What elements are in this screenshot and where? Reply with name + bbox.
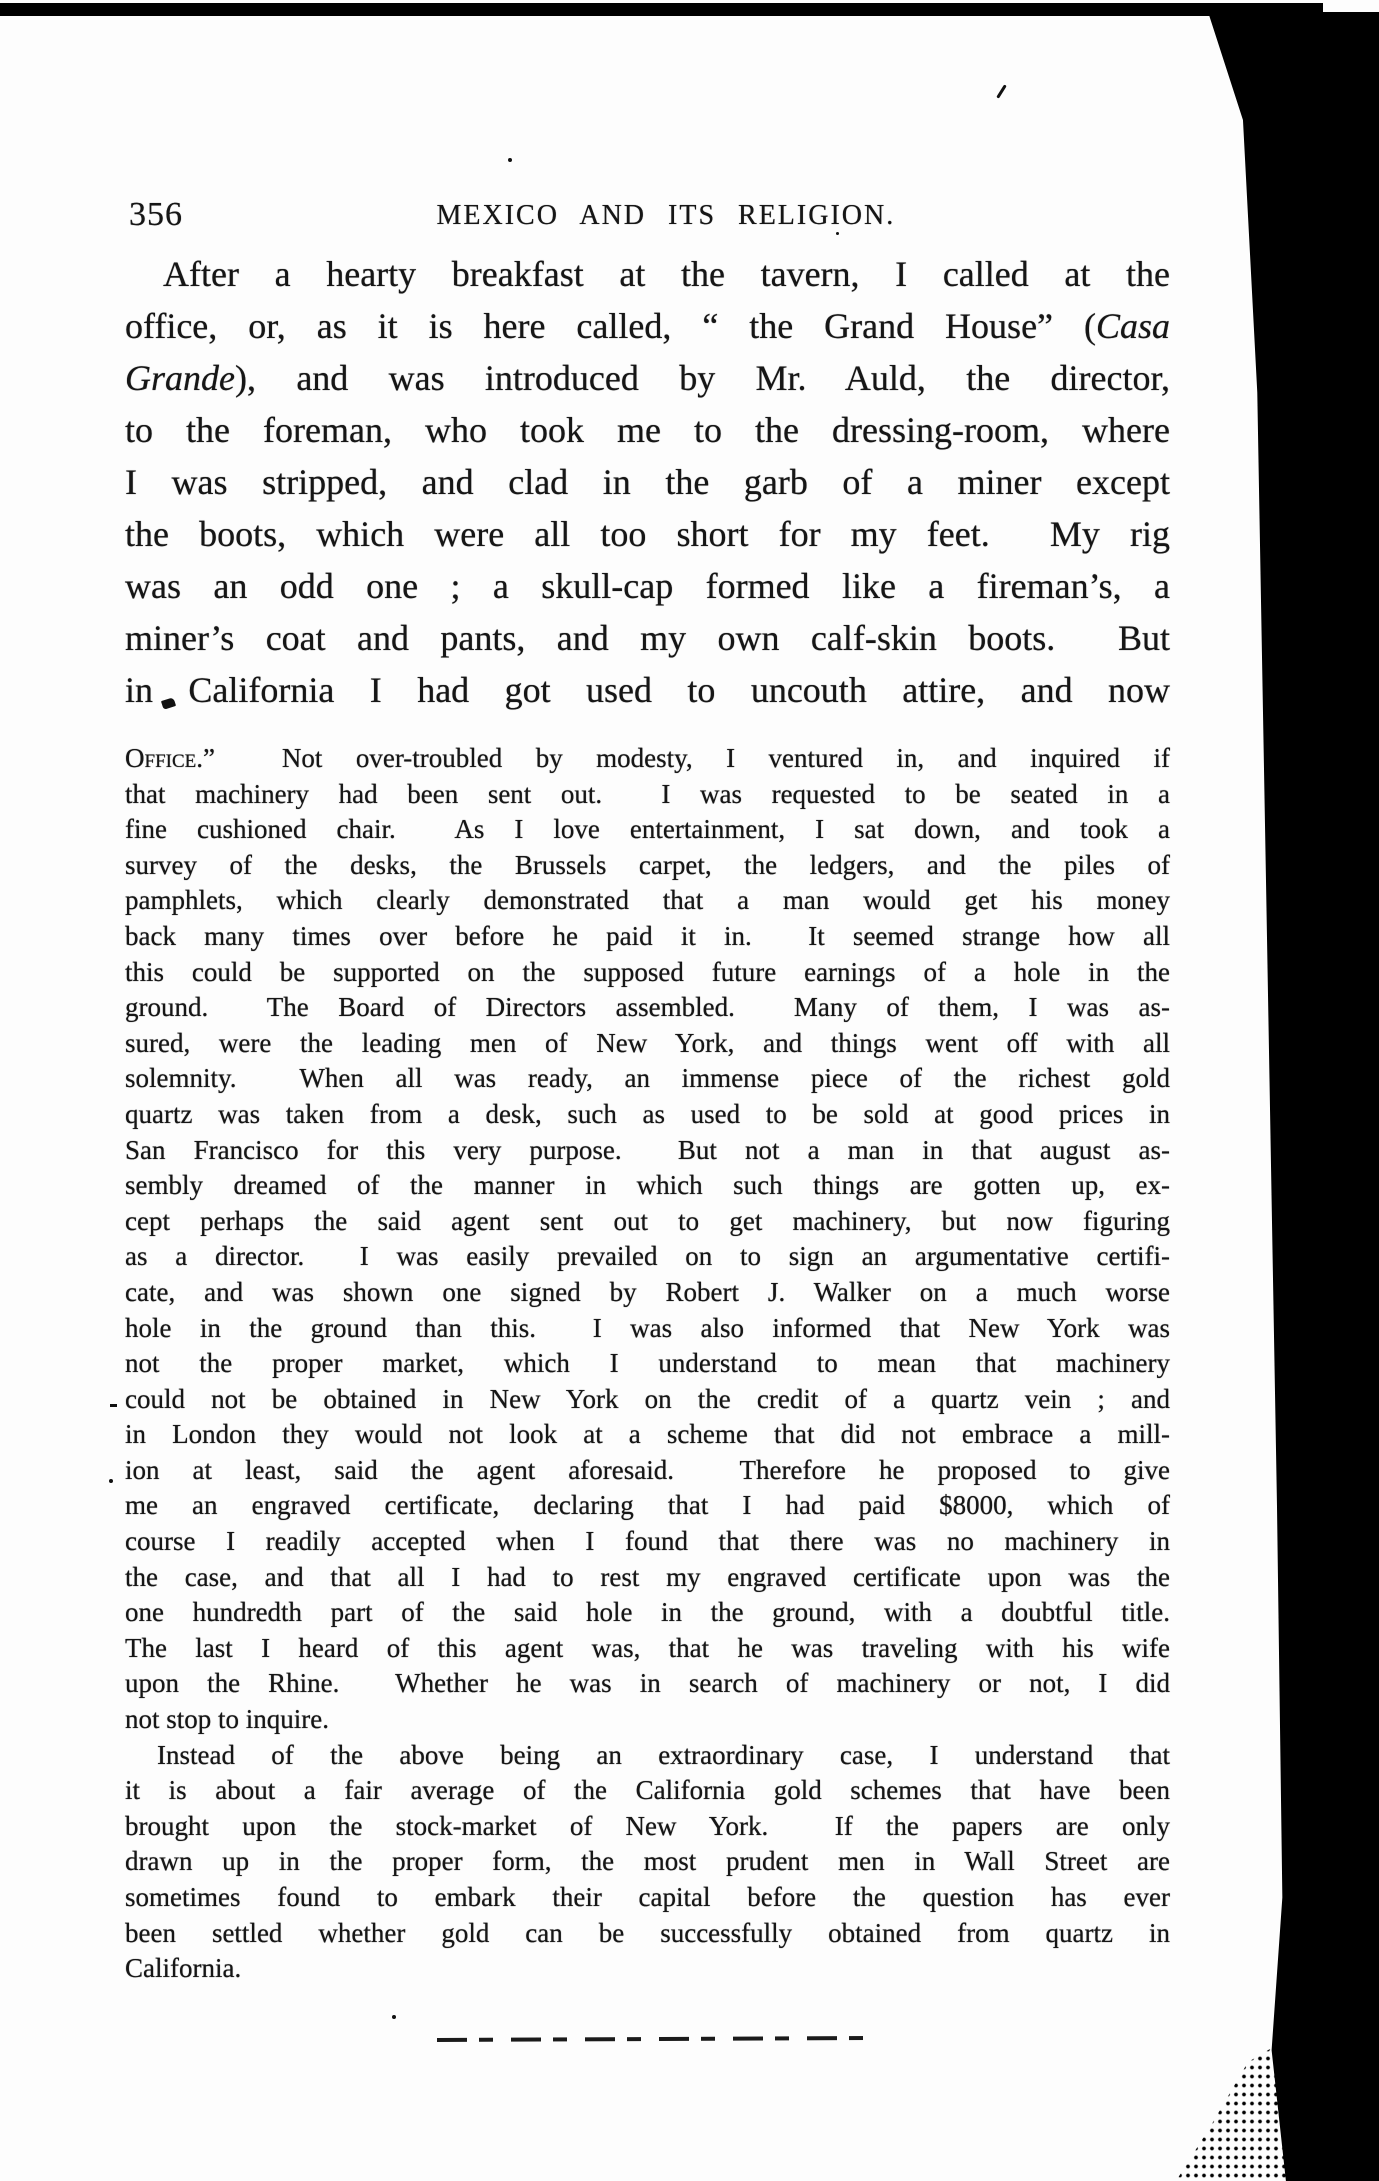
text-line [125, 848, 1170, 884]
text-line [125, 955, 1170, 991]
text-segment: could not be obtained in New York on the credit of a quartz vein ; and [125, 1383, 1170, 1414]
italic-text: Grande [125, 358, 235, 398]
text-line [125, 1133, 1170, 1169]
text-segment: fine cushioned chair. As I love entertainment, I sat down, and took a [125, 814, 1170, 845]
small-caps-text: Office.” [125, 743, 215, 773]
text-line [125, 1844, 1170, 1880]
text-segment: ground. The Board of Directors assembled. Many of them, I was as- [125, 992, 1170, 1023]
text-line [125, 1168, 1170, 1204]
text-segment: the boots, which were all too short for my feet. My rig [125, 514, 1170, 554]
text-segment: cept perhaps the said agent sent out to get machinery, but now figuring [125, 1205, 1170, 1236]
text-line [125, 1631, 1170, 1667]
text-segment: in London they would not look at a scheme that did not embrace a mill- [125, 1419, 1170, 1450]
text-line [125, 612, 1170, 664]
scan-top-edge-bar [0, 3, 1323, 16]
text-line [125, 883, 1170, 919]
text-segment: office, or, as it is here called, “ the Grand House” ( [125, 306, 1096, 346]
scan-artifact [996, 84, 1006, 98]
text-line [125, 990, 1170, 1026]
text-segment: survey of the desks, the Brussels carpet, the ledgers, and the piles of [125, 849, 1170, 880]
text-segment: California. [125, 1953, 242, 1984]
text-segment: pamphlets, which clearly demonstrated that a man would get his money [125, 885, 1170, 916]
text-segment: I was stripped, and clad in the garb of a miner except [125, 462, 1170, 502]
text-line [125, 248, 1170, 300]
text-segment: not stop to inquire. [125, 1704, 329, 1735]
text-segment: sembly dreamed of the manner in which such things are gotten up, ex- [125, 1170, 1170, 1201]
text-line [125, 352, 1170, 404]
page-header [125, 196, 1170, 236]
text-segment: ion at least, said the agent aforesaid. Therefore he proposed to give [125, 1454, 1170, 1485]
text-segment: this could be supported on the supposed future earnings of a hole in the [125, 956, 1170, 987]
text-line [125, 1453, 1170, 1489]
text-line [125, 456, 1170, 508]
text-line [125, 404, 1170, 456]
text-line [125, 1809, 1170, 1845]
footnote-text [125, 741, 1170, 1987]
text-segment: drawn up in the proper form, the most prudent men in Wall Street are [125, 1846, 1170, 1877]
text-segment: The last I heard of this agent was, that he was traveling with his wife [125, 1632, 1170, 1663]
text-line [125, 1061, 1170, 1097]
scan-corner-speckle [1176, 2036, 1292, 2181]
scan-artifact [392, 2015, 396, 2019]
text-segment: miner’s coat and pants, and my own calf-skin boots. But [125, 618, 1170, 658]
text-segment: hole in the ground than this. I was also informed that New York was [125, 1312, 1170, 1343]
text-line [125, 1382, 1170, 1418]
scan-artifact [109, 1479, 113, 1483]
text-line [125, 508, 1170, 560]
running-title: MEXICO AND ITS RELIGION. [436, 200, 896, 231]
text-segment: upon the Rhine. Whether he was in search of machinery or not, I did [125, 1668, 1170, 1699]
text-line [125, 919, 1170, 955]
text-segment: ), and was introduced by Mr. Auld, the director, [235, 358, 1170, 398]
text-line [125, 1773, 1170, 1809]
text-segment: brought upon the stock-market of New York. If the papers are only [125, 1810, 1170, 1841]
text-segment: After a hearty breakfast at the tavern, I called at the [163, 254, 1170, 294]
text-segment: solemnity. When all was ready, an immense piece of the richest gold [125, 1063, 1170, 1094]
text-segment: Instead of the above being an extraordinary case, I understand that [157, 1739, 1170, 1770]
text-segment: sured, were the leading men of New York, and things went off with all [125, 1027, 1170, 1058]
text-line [125, 664, 1170, 716]
scan-binding-shadow [1200, 0, 1379, 2181]
text-segment: back many times over before he paid it in. It seemed strange how all [125, 920, 1170, 951]
text-line [125, 300, 1170, 352]
text-segment: as a director. I was easily prevailed on to sign an argumentative certifi- [125, 1241, 1170, 1272]
text-segment: it is about a fair average of the California gold schemes that have been [125, 1775, 1170, 1806]
text-line [125, 1666, 1170, 1702]
text-line [125, 1916, 1170, 1952]
main-paragraph [125, 248, 1170, 716]
scan-artifact [110, 1404, 117, 1407]
text-line [125, 1702, 1170, 1738]
text-line [125, 1951, 1170, 1987]
text-segment: been settled whether gold can be successfully obtained from quartz in [125, 1917, 1170, 1948]
text-segment: that machinery had been sent out. I was requested to be seated in a [125, 778, 1170, 809]
text-segment: not the proper market, which I understand to mean that machinery [125, 1348, 1170, 1379]
text-segment: the case, and that all I had to rest my engraved certificate upon was the [125, 1561, 1170, 1592]
text-segment: was an odd one ; a skull-cap formed like a fireman’s, a [125, 566, 1170, 606]
text-line [125, 1346, 1170, 1382]
text-segment: to the foreman, who took me to the dressing-room, where [125, 410, 1170, 450]
text-line [125, 1880, 1170, 1916]
text-line [125, 1239, 1170, 1275]
text-segment: one hundredth part of the said hole in the ground, with a doubtful title. [125, 1597, 1170, 1628]
text-line [125, 1311, 1170, 1347]
page-number: 356 [129, 196, 183, 233]
text-line [125, 1026, 1170, 1062]
footnote-separator [437, 2036, 869, 2042]
text-segment: cate, and was shown one signed by Robert J. Walker on a much worse [125, 1276, 1170, 1307]
text-segment: sometimes found to embark their capital before the question has ever [125, 1882, 1170, 1912]
text-line [125, 1488, 1170, 1524]
text-line [125, 1738, 1170, 1774]
text-line [125, 1097, 1170, 1133]
text-segment: San Francisco for this very purpose. But not a man in that august as- [125, 1134, 1170, 1165]
text-line [125, 1417, 1170, 1453]
text-line [125, 777, 1170, 813]
text-segment: in California I had got used to uncouth attire, and now [125, 670, 1170, 710]
text-segment: Not over-troubled by modesty, I ventured in, and inquired if [214, 743, 1170, 773]
text-segment: quartz was taken from a desk, such as used to be sold at good prices in [125, 1098, 1170, 1129]
text-segment: course I readily accepted when I found that there was no machinery in [125, 1526, 1170, 1557]
text-line [125, 812, 1170, 848]
text-segment: me an engraved certificate, declaring that I had paid $8000, which of [125, 1490, 1170, 1521]
text-line [125, 1524, 1170, 1560]
scan-artifact [508, 158, 512, 162]
italic-text: Casa [1095, 306, 1170, 346]
text-line [125, 1560, 1170, 1596]
text-line [125, 1595, 1170, 1631]
text-line [125, 1275, 1170, 1311]
text-line [125, 560, 1170, 612]
text-line [125, 741, 1170, 777]
text-line [125, 1204, 1170, 1240]
